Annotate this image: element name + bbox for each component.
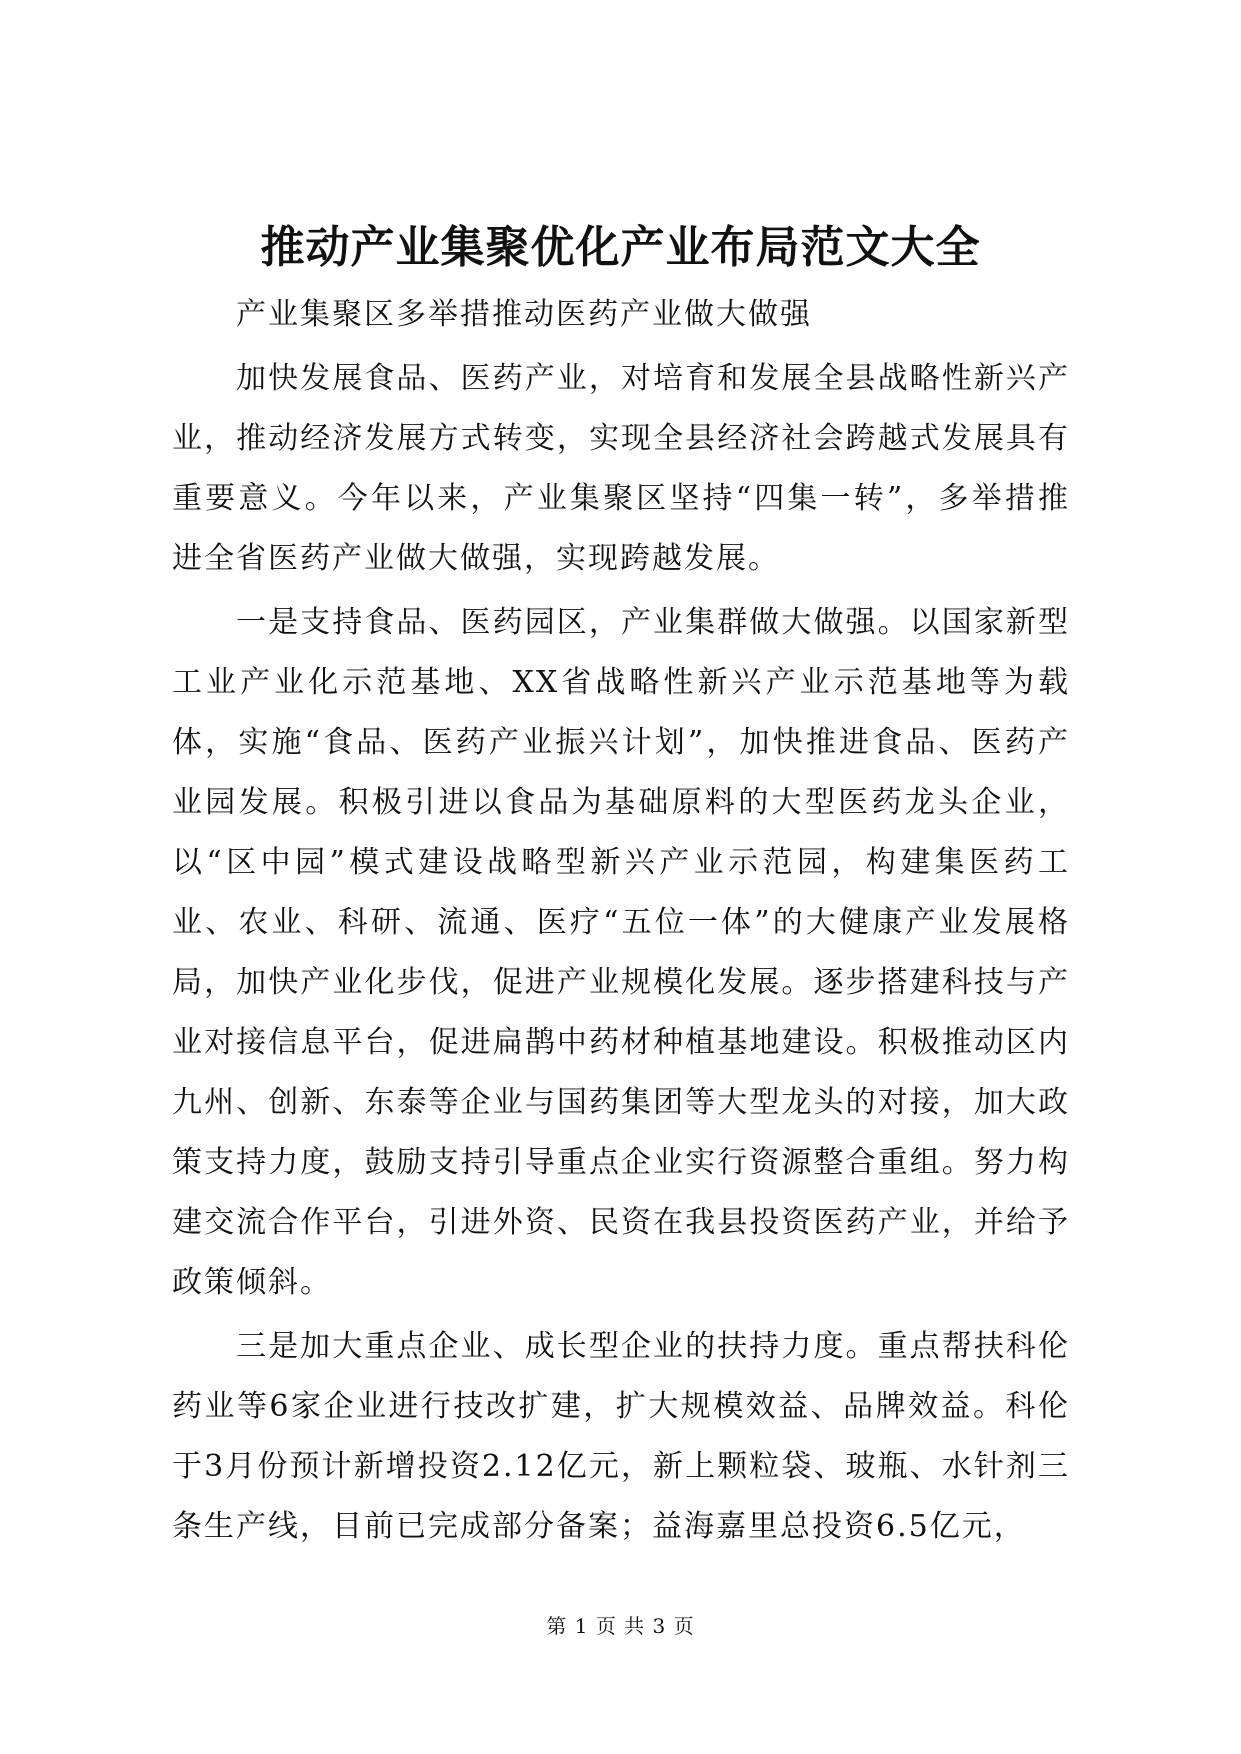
document-title: 推动产业集聚优化产业布局范文大全 [260,222,981,273]
paragraph-point-three: 三是加大重点企业、成长型企业的扶持力度。重点帮扶科伦药业等6家企业进行技改扩建，扩大规模效益、品牌效益。科伦于3月份预计新增投资2.12亿元，新上颗粒袋、玻瓶、水针剂三条生产线，目前已完成部分备案；益海嘉里总投资6.5亿元， [172,1329,1070,1544]
document-subtitle: 产业集聚区多举措推动医药产业做大做强 [236,297,812,332]
paragraph-point-one: 一是支持食品、医药园区，产业集群做大做强。以国家新型工业产业化示范基地、XX省战略性新兴产业示范基地等为载体，实施“食品、医药产业振兴计划”，加快推进食品、医药产业园发展。积极引进以食品为基础原料的大型医药龙头企业，以“区中园”模式建设战略型新兴产业示范园，构建集医药工业、农业、科研、流通、医疗“五位一体”的大健康产业发展格局，加快产业化步伐，促进产业规模化发展。逐步搭建科技与产业对接信息平台，促进扁鹊中药材种植基地建设。积极推动区内九州、创新、东泰等企业与国药集团等大型龙头的对接，加大政策支持力度，鼓励支持引导重点企业实行资源整合重组。努力构建交流合作平台，引进外资、民资在我县投资医药产业，并给予政策倾斜。 [172,605,1070,1300]
page-footer: 第 1 页 共 3 页 [546,1614,695,1638]
paragraph-intro: 加快发展食品、医药产业，对培育和发展全县战略性新兴产业，推动经济发展方式转变，实现全县经济社会跨越式发展具有重要意义。今年以来，产业集聚区坚持“四集一转”，多举措推进全省医药产业做大做强，实现跨越发展。 [172,361,1070,576]
document-body [172,285,1070,1561]
